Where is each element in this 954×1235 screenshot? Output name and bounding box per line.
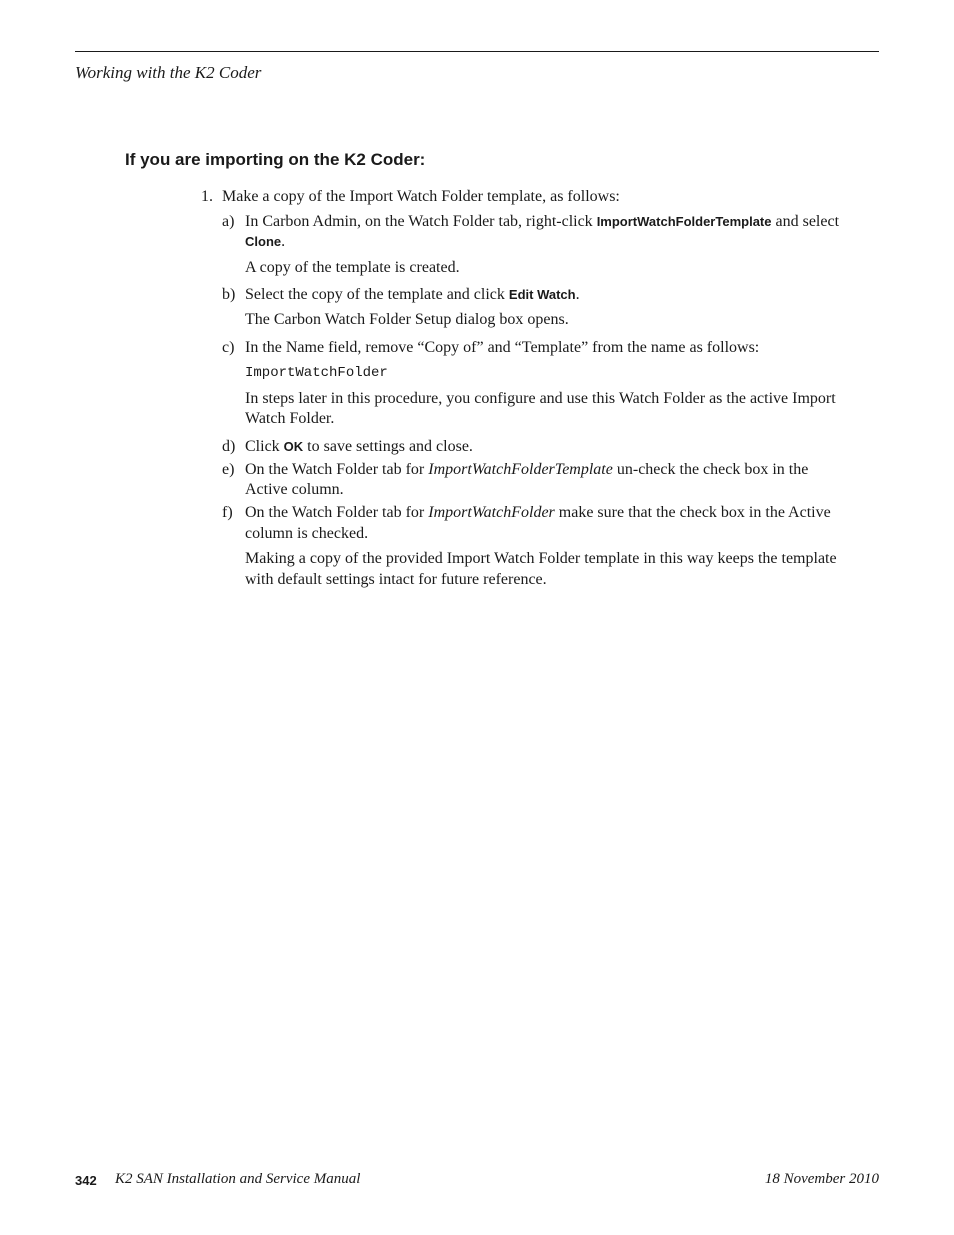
substep-f-note-line1: Making a copy of the provided Import Watch Folder template in this way keeps the template (245, 550, 837, 567)
ui-term-edit-watch: Edit Watch (508, 287, 576, 302)
substep-e-line1 (245, 459, 808, 480)
substep-text: Click (245, 438, 284, 455)
substep-text: make sure that the check box in the Active (554, 504, 831, 521)
header-rule (75, 51, 879, 52)
page-number: 342 (75, 1173, 97, 1188)
substep-e-line2: Active column. (245, 481, 344, 498)
ui-term-ok: OK (283, 439, 304, 454)
substep-text: and select (771, 213, 840, 230)
substep-text: . (281, 233, 286, 250)
substep-label: a) (222, 213, 235, 230)
publication-date: 18 November 2010 (764, 1171, 879, 1187)
step-text: Make a copy of the Import Watch Folder template, as follows: (222, 188, 620, 205)
substep-label: b) (222, 286, 236, 303)
ui-term-clone: Clone (245, 234, 282, 249)
substep-b-line1 (245, 284, 580, 305)
substep-b-result: The Carbon Watch Folder Setup dialog box opens. (245, 311, 569, 328)
substep-a-line1 (245, 211, 839, 232)
substep-c-note-line2: Watch Folder. (245, 410, 335, 427)
substep-text: In Carbon Admin, on the Watch Folder tab, right-click (245, 213, 597, 230)
substep-f-line1 (245, 502, 831, 523)
substep-text: to save settings and close. (303, 438, 473, 455)
ui-term-import-watch-folder-template: ImportWatchFolderTemplate (596, 214, 772, 229)
substep-label: c) (222, 339, 235, 356)
substep-a-line2 (245, 231, 285, 252)
step-number: 1. (201, 188, 213, 205)
substep-label: d) (222, 438, 236, 455)
substep-text: On the Watch Folder tab for (245, 461, 429, 478)
emphasis-import-watch-folder-template: ImportWatchFolderTemplate (428, 461, 613, 478)
substep-text: un-check the check box in the (612, 461, 809, 478)
substep-label: f) (222, 504, 233, 521)
running-header: Working with the K2 Coder (75, 63, 262, 82)
substep-c-text: In the Name field, remove “Copy of” and “Template” from the name as follows: (245, 339, 760, 356)
substep-f-line2: column is checked. (245, 525, 369, 542)
substep-text: . (575, 286, 580, 303)
substep-text: Select the copy of the template and click (245, 286, 509, 303)
substep-text: On the Watch Folder tab for (245, 504, 429, 521)
substep-d-line1 (245, 436, 473, 457)
substep-label: e) (222, 461, 235, 478)
section-heading: If you are importing on the K2 Coder: (125, 150, 426, 169)
code-sample: ImportWatchFolder (245, 365, 388, 381)
manual-title: K2 SAN Installation and Service Manual (115, 1171, 361, 1187)
substep-a-result: A copy of the template is created. (245, 259, 460, 276)
substep-c-note-line1: In steps later in this procedure, you configure and use this Watch Folder as the active Import (245, 390, 836, 407)
emphasis-import-watch-folder: ImportWatchFolder (428, 504, 555, 521)
substep-f-note-line2: with default settings intact for future reference. (245, 571, 547, 588)
